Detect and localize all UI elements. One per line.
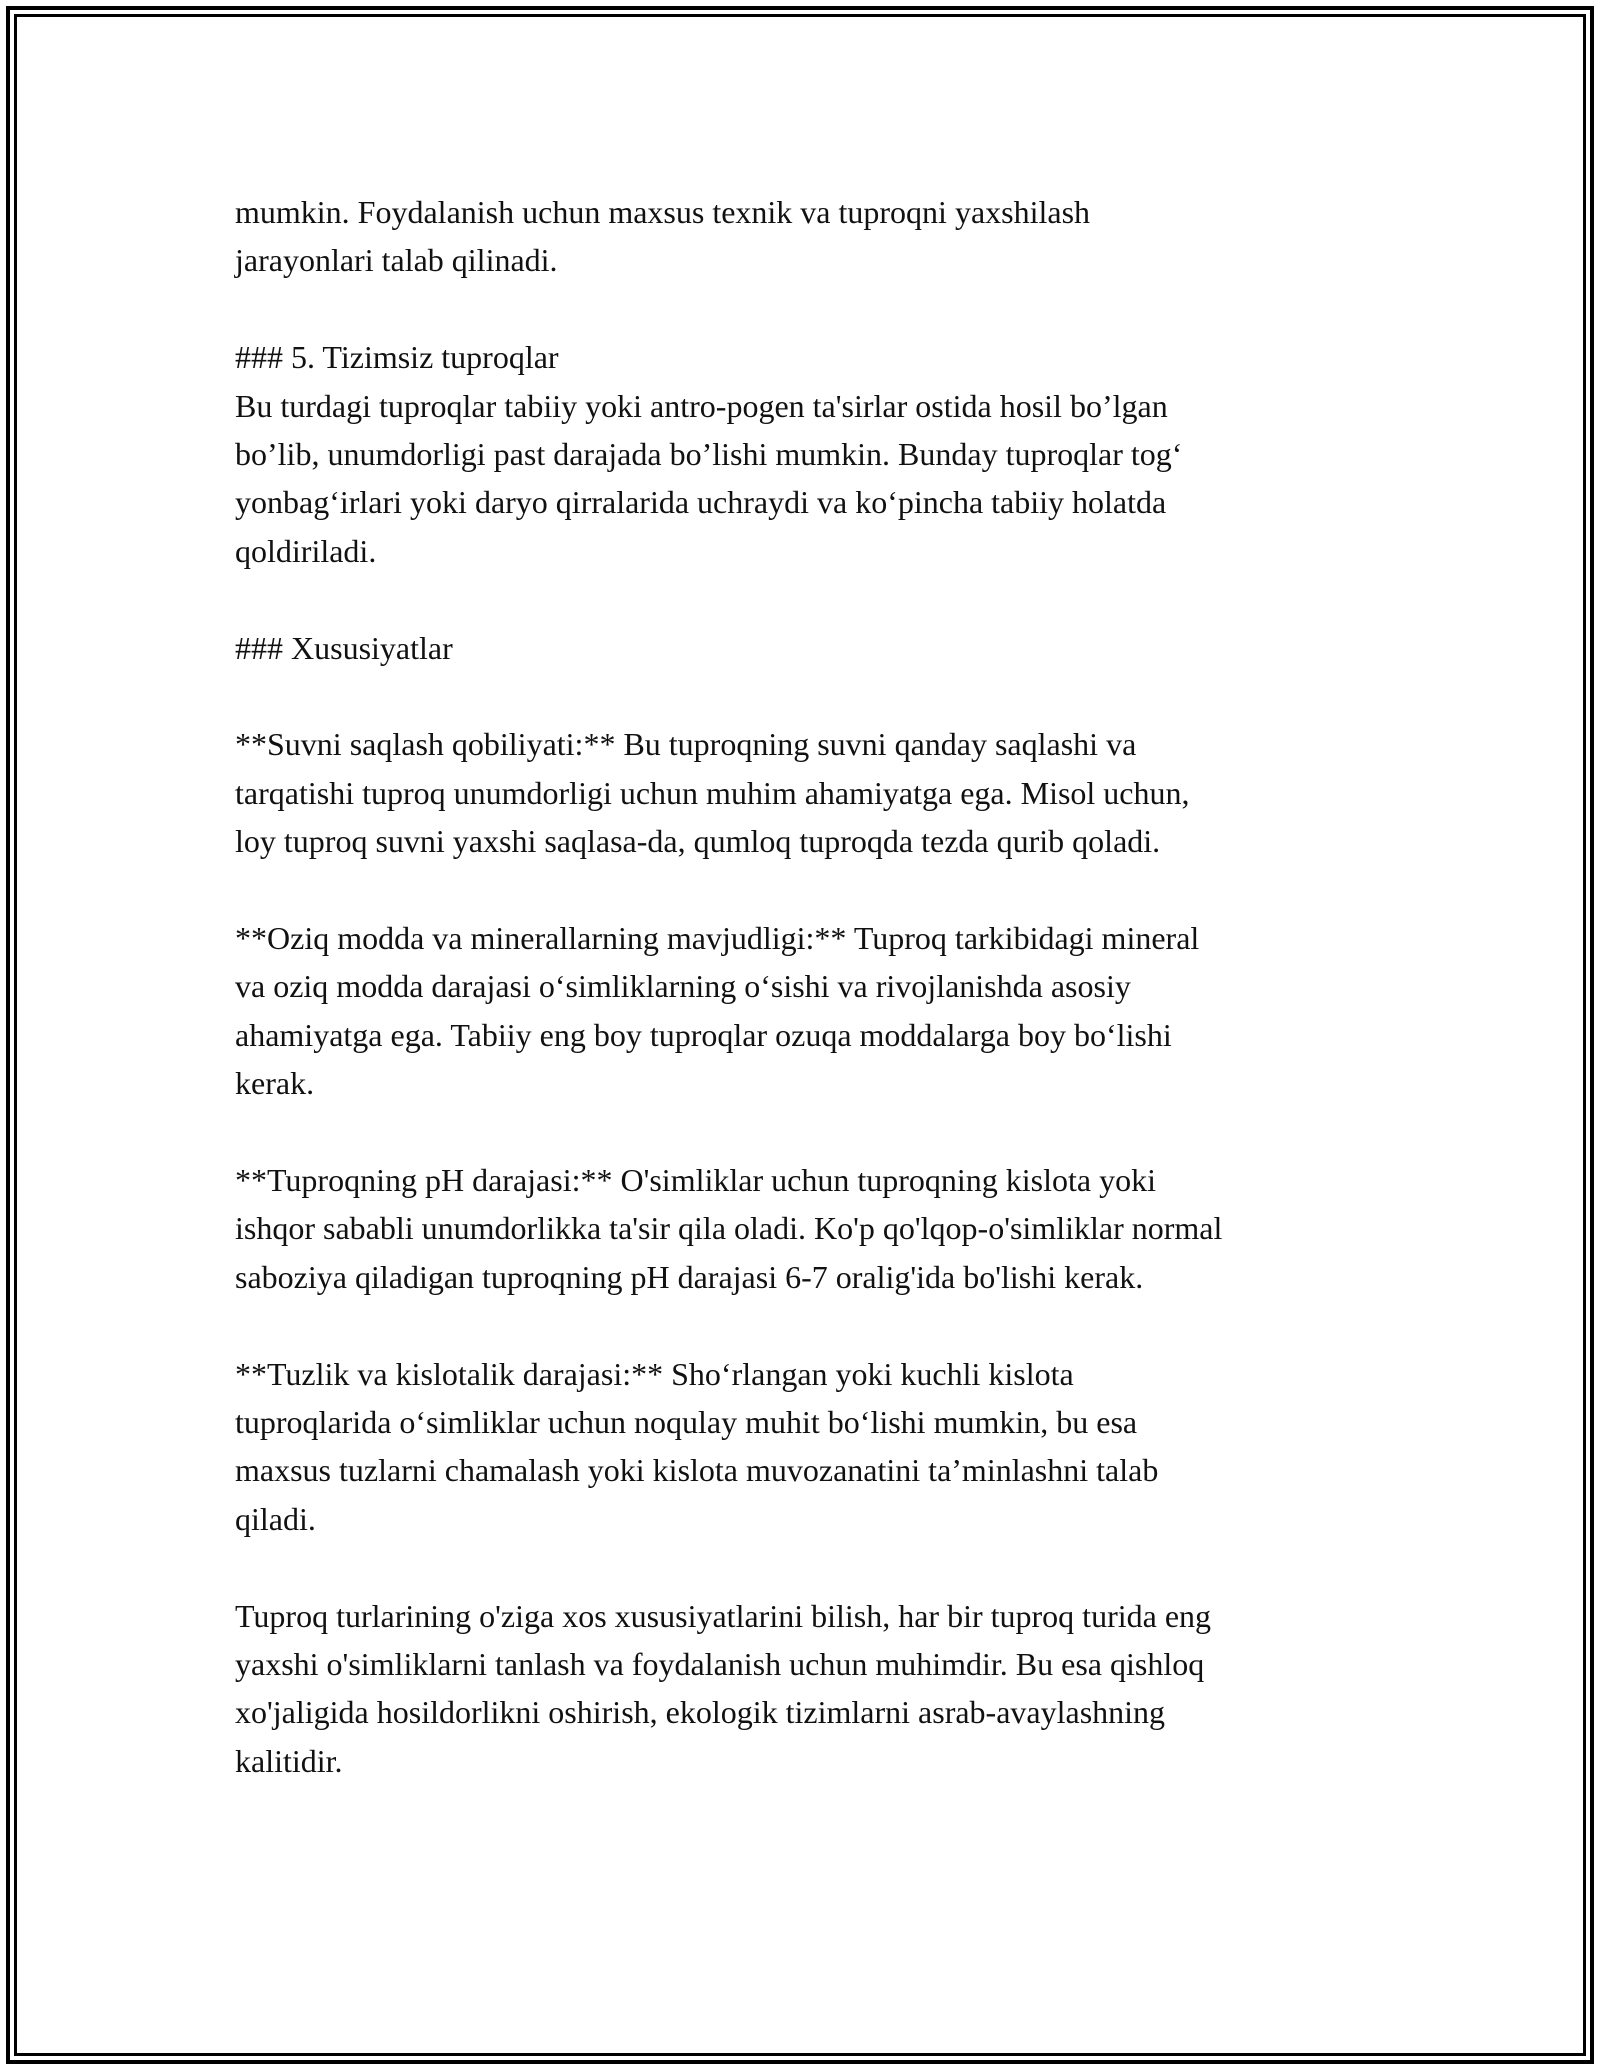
paragraph-oziq-modda: **Oziq modda va minerallarning mavjudligi:** Tuproq tarkibidagi mineral va oziq modda darajasi o‘simliklarning o‘sishi va rivojlanishda asosiy ahamiyatga ega. Tabiiy eng boy tuproqlar ozuqa moddalarga boy bo‘lishi kerak. (235, 920, 1200, 1102)
paragraph-suvni-saqlash: **Suvni saqlash qobiliyati:** Bu tuproqning suvni qanday saqlashi va tarqatishi tuproq unumdorligi uchun muhim ahamiyatga ega. Misol uchun, loy tuproq suvni yaxshi saqlasa-da, qumloq tuproqda tezda qurib qoladi. (235, 726, 1190, 860)
paragraph-tizimsiz-tuproqlar: Bu turdagi tuproqlar tabiiy yoki antro-pogen ta'sirlar ostida hosil bo’lgan bo’lib, unumdorligi past darajada bo’lishi mumkin. Bunday tuproqlar tog‘ yonbag‘irlari yoki daryo qirralarida uchraydi va ko‘pincha tabiiy holatda qoldiriladi. (235, 387, 1183, 569)
document-body (235, 188, 1415, 1785)
paragraph-ph-darajasi: **Tuproqning pH darajasi:** O'simliklar uchun tuproqning kislota yoki ishqor sababli unumdorlikka ta'sir qila oladi. Ko'p qo'lqop-o'simliklar normal saboziya qiladigan tuproqning pH darajasi 6-7 oralig'ida bo'lishi kerak. (235, 1162, 1223, 1295)
paragraph-conclusion: Tuproq turlarining o'ziga xos xususiyatlarini bilish, har bir tuproq turida eng yaxshi o'simliklarni tanlash va foydalanish uchun muhimdir. Bu esa qishloq xo'jaligida hosildorlikni oshirish, ekologik tizimlarni asrab-avaylashning kalitidir. (235, 1597, 1212, 1779)
section-heading-tizimsiz-tuproqlar: ### 5. Tizimsiz tuproqlar (235, 339, 559, 376)
section-heading-xususiyatlar: ### Xususiyatlar (235, 629, 453, 666)
paragraph-continuation: mumkin. Foydalanish uchun maxsus texnik va tuproqni yaxshilash jarayonlari talab qilinadi. (235, 194, 1091, 279)
paragraph-tuzlik-kislotalik: **Tuzlik va kislotalik darajasi:** Sho‘rlangan yoki kuchli kislota tuproqlarida o‘simliklar uchun noqulay muhit bo‘lishi mumkin, bu esa maxsus tuzlarni chamalash yoki kislota muvozanatini ta’minlashni talab qiladi. (235, 1355, 1159, 1537)
